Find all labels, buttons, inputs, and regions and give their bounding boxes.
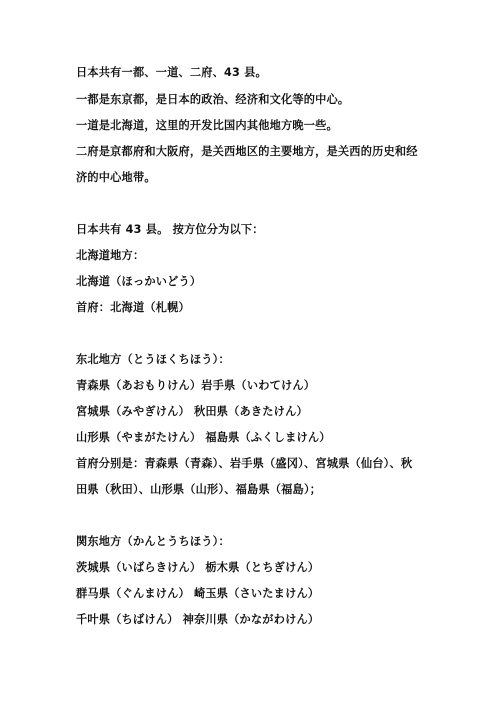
- text-line-hokkaido-reading: 北海道（ほっかいどう）: [76, 275, 202, 288]
- text-line-tohoku-capitals: 首府分别是：青森県（青森）、岩手県（盛冈）、宮城県（仙台）、秋: [76, 457, 413, 470]
- heading-tohoku-region: 东北地方（とうほくちほう）：: [76, 353, 230, 366]
- text-line-hokkaido-capital: 首府：北海道（札幌）: [76, 301, 190, 314]
- text-line-ibaraki-tochigi: 茨城県（いばらきけん） 栃木県（とちぎけん）: [76, 561, 320, 574]
- text-line-chiba-kanagawa: 千叶県（ちばけん） 神奈川県（かながわけん）: [76, 613, 320, 626]
- text-line-miyagi-akita: 宮城県（みやぎけん） 秋田県（あきたけん）: [76, 405, 308, 418]
- text-line-fu: 二府是京都府和大阪府，是关西地区的主要地方，是关西的历史和经: [76, 145, 418, 158]
- text-line-aomori-iwate: 青森県（あおもりけん）岩手県（いわてけん）: [76, 379, 316, 392]
- text-line-43-prefectures: 日本共有 43 县。 按方位分为以下：: [76, 223, 264, 236]
- heading-hokkaido-region: 北海道地方：: [76, 249, 145, 262]
- text-line-tohoku-capitals-cont: 田県（秋田）、山形県（山形）、福島県（福島）；: [76, 483, 322, 496]
- text-line-yamagata-fukushima: 山形県（やまがたけん） 福島県（ふくしまけん）: [76, 431, 331, 444]
- text-line-hokkaido: 一道是北海道，这里的开发比国内其他地方晚一些。: [76, 119, 338, 132]
- text-line-fu-cont: 济的中心地带。: [76, 171, 156, 184]
- text-line-tokyo: 一都是东京都，是日本的政治、经济和文化等的中心。: [76, 93, 350, 106]
- text-line-intro: 日本共有一都、一道、二府、43 县。: [76, 66, 267, 79]
- heading-kanto-region: 関东地方（かんとうちほう）：: [76, 535, 230, 548]
- text-line-gunma-saitama: 群马県（ぐんまけん） 崎玉県（さいたまけん）: [76, 587, 320, 600]
